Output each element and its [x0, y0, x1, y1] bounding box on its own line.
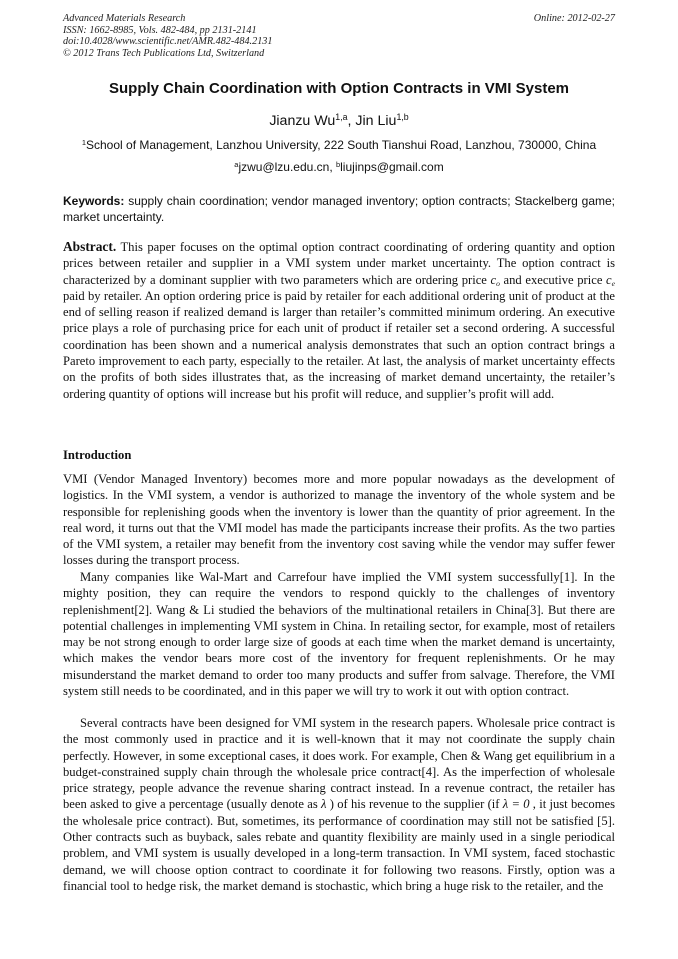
keywords-text: supply chain coordination; vendor managed inventory; option contracts; Stackelberg game; market uncertainty.: [63, 194, 615, 224]
online-date: Online: 2012-02-27: [533, 13, 615, 24]
email-list: [0, 160, 678, 174]
paragraph-text: , it just becomes the wholesale price contract). But, sometimes, its performance of coordination may still not be satisfied [5]. Other contracts such as buyback, sales rebate and quantity flexibility are mainly used in a single periodical problem, and VMI system is usually developed in a long-term transaction. In VMI system, faced stochastic demand, we will choose option contract to coordinate it for following two reasons. Firstly, option was a financial tool to hedge risk, the market demand is stochastic, which bring a huge risk to the retailer, and the: [63, 797, 615, 893]
affiliation-text: School of Management, Lanzhou University, 222 South Tianshui Road, Lanzhou, 730000, China: [86, 138, 597, 152]
author-separator: ,: [347, 113, 356, 129]
math-base: c: [490, 272, 497, 287]
math-symbol-co: [491, 273, 500, 287]
paragraph: VMI (Vendor Managed Inventory) becomes more and more popular nowadays as the development of logistics. In the VMI system, a vendor is authorized to manage the inventory of the whole system and be responsible for replenishing goods when the inventory is lower than the quantity of prior agreement. In the real word, it turns out that the VMI model has made the participants increase their profits. As the two parties of the VMI system, a retailer may benefit from the inventory cost saving while the vendor may suffer fewer losses during the transport process.: [63, 472, 615, 568]
math-symbol-lambda: λ: [321, 797, 327, 812]
math-symbol-ce: [606, 273, 615, 287]
paper-title: Supply Chain Coordination with Option Contracts in VMI System: [108, 80, 569, 97]
journal-header: [63, 13, 272, 59]
author-affil-mark: 1,b: [396, 112, 409, 123]
abstract-text: This paper focuses on the optimal option contract coordinating of ordering quantity and option prices between retailer and supplier in a VMI system under market uncertainty. The option contract is characterized by a dominant supplier with two parameters which are ordering price: [63, 240, 615, 287]
author-name: Jin Liu: [355, 113, 397, 129]
email-link[interactable]: jzwu@lzu.edu.cn: [238, 160, 330, 174]
keywords-label: Keywords:: [63, 194, 125, 208]
doi-line: doi:10.4028/www.scientific.net/AMR.482-484.2131: [63, 36, 273, 48]
email-link[interactable]: liujinps@gmail.com: [340, 160, 444, 174]
email-mark: b: [336, 159, 341, 169]
math-subscript: o: [496, 278, 500, 288]
math-base: c: [606, 272, 612, 287]
paragraph-text: ) of his revenue to the supplier (if: [326, 797, 503, 812]
author-affil-mark: 1,a: [335, 112, 348, 123]
keywords: [63, 193, 615, 225]
journal-name: Advanced Materials Research: [63, 13, 186, 24]
paragraph: Many companies like Wal-Mart and Carrefour have implied the VMI system successfully[1]. In the mighty position, they can require the vendors to respond quickly to the challenges of inventory replenishment[2]. Wang & Li studied the behaviors of the multinational retailers in China[3]. But there are potential challenges in implementing VMI system in China. In retailing sector, for example, most of retailers may be not strong enough to order large size of goods at each time when the market demand is uncertainty, which makes the vendor bears more cost of the inventory for frequent replenishments. Or he may misunderstand the market demand to order too many products and suffer from salvage. Therefore, the VMI system still needs to be coordinated, and in this paper we will try to work it out with option contract.: [63, 570, 615, 699]
author-name: Jianzu Wu: [269, 113, 336, 129]
abstract-label: Abstract.: [63, 239, 117, 254]
affiliation: [0, 138, 678, 152]
math-expression: λ = 0: [502, 797, 530, 812]
abstract-text: paid by retailer. An option ordering price is paid by retailer for each additional ordering unit of product at the end of selling reason if realized demand is larger than retailer’s committed minimum ordering. An executive price plays a role of purchasing price for each unit of product if retailer set a second ordering. A successful coordination has been shown and a numerical analysis demonstrates that such an option contract brings a Pareto improvement to each party, especially to the retailer. At last, the analysis of market uncertainty effects on the profits of both sides illustrates that, as the increasing of market demand uncertainty, the retailer’s ordering quantity of options will increase but his profit will reduce, and supplier’s profit will add.: [63, 288, 615, 401]
email-separator: ,: [329, 160, 336, 174]
abstract-text: and executive price: [499, 272, 607, 287]
author-list: [0, 113, 678, 129]
copyright-line: © 2012 Trans Tech Publications Ltd, Switzerland: [63, 47, 265, 59]
math-subscript: e: [611, 278, 615, 288]
abstract: [63, 239, 615, 402]
email-mark: a: [234, 159, 239, 169]
issn-line: ISSN: 1662-8985, Vols. 482-484, pp 2131-2141: [63, 24, 257, 36]
paragraph-text: Several contracts have been designed for VMI system in the research papers. Wholesale price contract is the most commonly used in practice and it is well-known that it may not coordinate the supply chain perfectly. However, in some exceptional cases, it does work. For example, Chen & Wang get equilibrium in a budget-constrained supply chain through the wholesale price contract[4]. As the imperfection of wholesale price strategy, people advance the revenue sharing contract instead. In a revenue contract, the retailer has been asked to give a percentage (usually denote as: [63, 716, 615, 812]
affiliation-mark: 1: [81, 137, 86, 147]
paragraph: [63, 715, 615, 894]
section-heading-introduction: Introduction: [63, 448, 132, 462]
